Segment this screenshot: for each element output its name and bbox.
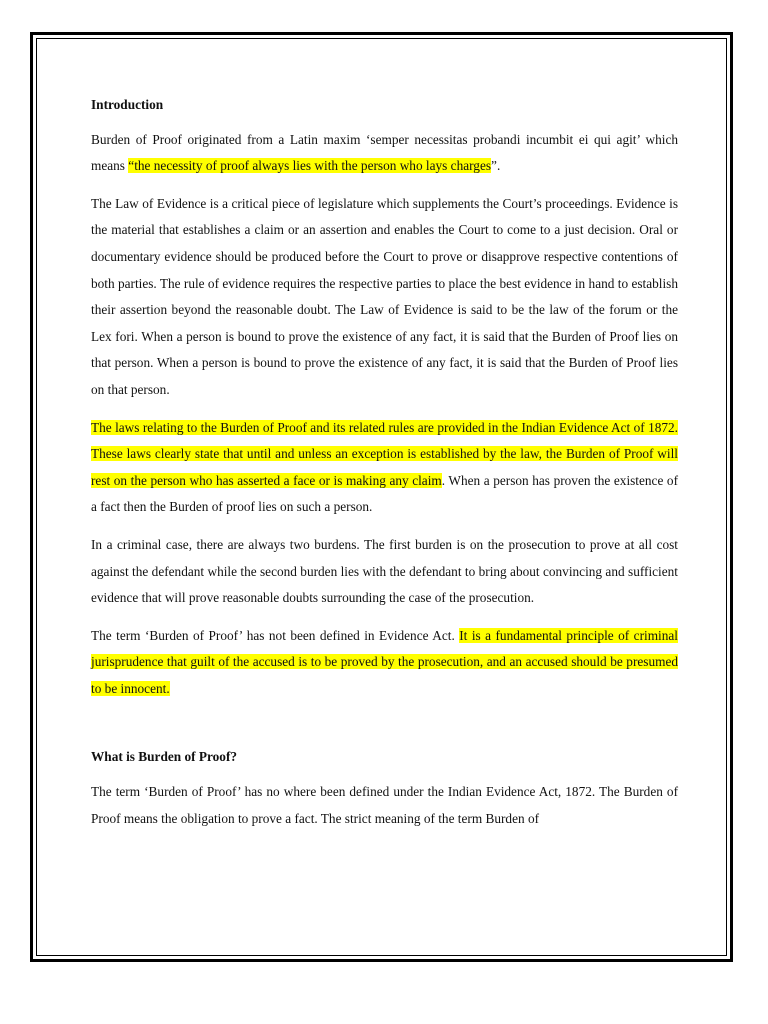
section-heading-introduction: Introduction [91,97,164,112]
document-body [91,92,678,843]
highlighted-text: It is a fundamental principle of criminal jurisprudence that guilt of the accused is to be proved by the prosecution, and an accused should be presumed to be innocent. [91,627,678,696]
paragraph-criminal-case: In a criminal case, there are always two burdens. The first burden is on the prosecution to prove at all cost against the defendant while the second burden lies with the defendant to bring about convincing and sufficient evidence that will prove reasonable doubts surrounding the case of the prosecution. [91,536,678,606]
paragraph-term-definition [91,623,678,703]
paragraph-text: The term ‘Burden of Proof’ has not been defined in Evidence Act. [91,627,460,643]
paragraph-law-of-evidence: The Law of Evidence is a critical piece of legislature which supplements the Court’s proceedings. Evidence is the material that establishes a claim or an assertion and enables the Court to come to a just decision. Oral or documentary evidence should be produced before the Court to prove or disapprove respective contentions of both parties. The rule of evidence requires the respective parties to place the best evidence in hand to establish their assertion beyond the reasonable doubt. The Law of Evidence is said to be the law of the forum or the Lex fori. When a person is bound to prove the existence of any fact, it is said that the Burden of Proof lies on that person. When a person is bound to prove the existence of any fact, it is said that the Burden of Proof lies on that person. [91,195,678,397]
highlighted-text: The laws relating to the Burden of Proof and its related rules are provided in the Indian Evidence Act of 1872. These laws clearly state that until and unless an exception is established by the law, the Burden of Proof will rest on the person who has asserted a face or is making any claim [91,419,678,488]
highlighted-text: “the necessity of proof always lies with the person who lays charges [128,158,492,174]
paragraph-text: Burden of Proof originated from a Latin maxim ‘semper necessitas probandi incumbit ei qui agit’ which means [91,131,678,174]
paragraph-text: . When a person has proven the existence of a fact then the Burden of proof lies on such a person. [91,472,679,515]
paragraph-meaning: The term ‘Burden of Proof’ has no where been defined under the Indian Evidence Act, 1872. The Burden of Proof means the obligation to prove a fact. The strict meaning of the term Burden of [91,784,678,826]
paragraph-indian-evidence-act [91,415,678,521]
paragraph-text: ”. [491,158,501,174]
paragraph-origin [91,127,678,180]
section-heading-what-is-burden: What is Burden of Proof? [91,749,238,765]
